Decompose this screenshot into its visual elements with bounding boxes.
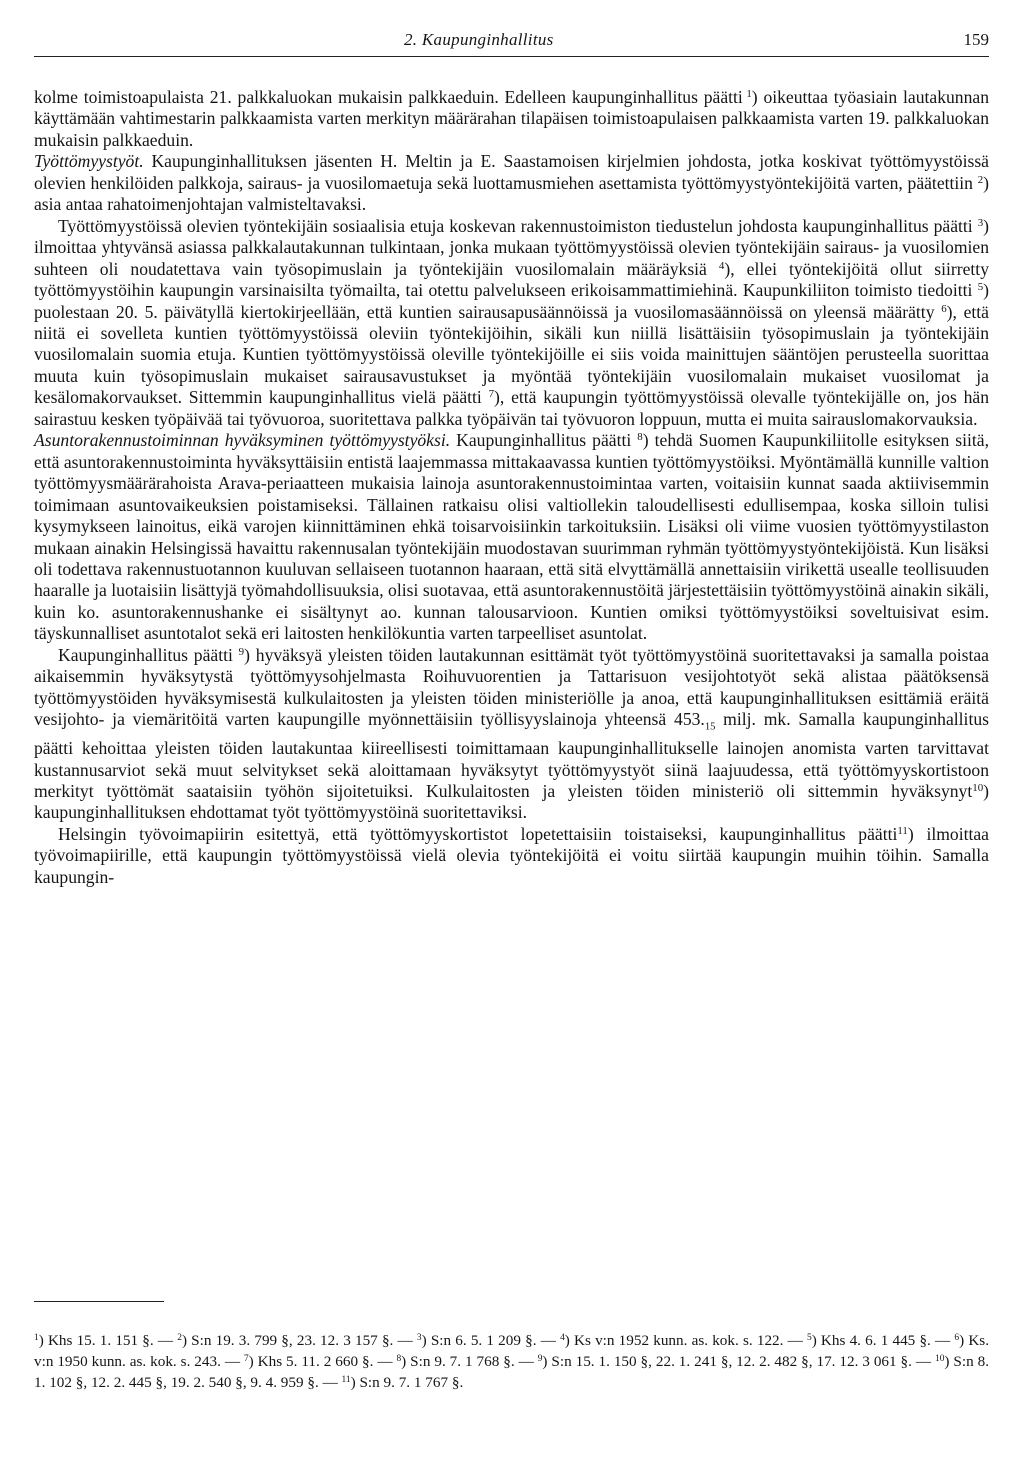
footnote-divider [34, 1301, 164, 1302]
footnote-text: ) Khs 15. 1. 151 §. — [38, 1332, 178, 1349]
text-run: ) kaupunginhallituksen ehdottamat työt työttömyystöinä suoritettaviksi. [34, 781, 989, 823]
paragraph [34, 430, 989, 645]
footnote-ref: 5 [977, 281, 984, 294]
footnote-number: 5 [806, 1332, 812, 1343]
footnote-ref: 3 [977, 216, 984, 229]
footnote-number: 3 [416, 1332, 422, 1343]
footnote-number: 1 [34, 1332, 39, 1343]
decimal-subscript: 15 [704, 721, 716, 733]
text-run: ), että kaupungin työttömyystöissä olevalle työntekijälle on, jos hän sairastuu kesken työpäivää tai työvuoroa, suoritettava palkka työpäivän tai työvuoron loppuun, mutta ei muita sairauslomakorvauksia. [34, 387, 989, 429]
footnote-list [34, 1330, 989, 1394]
body-text [34, 87, 989, 888]
footnote-text: ) Khs 5. 11. 2 660 §. — [248, 1353, 397, 1371]
text-run: Kaupunginhallitus päätti [58, 644, 233, 665]
footnote-number: 10 [935, 1354, 945, 1365]
paragraph [34, 87, 989, 151]
footnote-number: 2 [177, 1332, 182, 1343]
paragraph [34, 645, 989, 824]
footnote-text: ) Ks v:n 1952 kunn. as. kok. s. 122. — [564, 1332, 807, 1349]
footnote-number: 8 [396, 1354, 402, 1365]
footnote-text: ) S:n 19. 3. 799 §, 23. 12. 3 157 §. — [181, 1332, 417, 1349]
text-run: ) ilmoittaa työvoimapiirille, että kaupungin työttömyystöissä vielä olevia työntekijöitä ei voitu siirtää kaupungin muihin töihin. Samalla kaupungin- [34, 823, 989, 887]
page-number: 159 [963, 30, 989, 49]
topic-heading: Asuntorakennustoiminnan hyväksyminen työttömyystyöksi. [34, 430, 451, 451]
paragraph [34, 824, 989, 888]
page-header [34, 26, 989, 57]
footnote-number: 7 [243, 1354, 249, 1365]
footnote-text: ) S:n 15. 1. 150 §, 22. 1. 241 §, 12. 2. 482 §, 17. 12. 3 061 §. — [542, 1353, 936, 1371]
text-run: Työttömyystöissä olevien työntekijäin sosiaalisia etuja koskevan rakennustoimiston tiedustelun johdosta kaupunginhallitus päätti [58, 215, 973, 236]
text-run: Kaupunginhallitus päätti [450, 430, 632, 451]
text-run: milj. mk. Samalla kaupunginhallitus päätti kehoittaa yleisten töiden lautakuntaa kiireellisesti toimittamaan kaupunginhallitukselle lainojen anomista varten tarvittavat kustannusarviot sekä muut selvitykset sekä aloittamaan hyväksytyt työttömyystyöt siinä laajuudessa, että työttömyyskortistoon merkityt työttömät saataisiin työhön sijoitetuiksi. Kulkulaitosten ja yleisten töiden ministeriö oli sittemmin hyväksynyt [34, 709, 989, 802]
footnote-ref: 10 [972, 782, 984, 795]
text-run: ) oikeuttaa työasiain lautakunnan käyttämään vahtimestarin palkkaamista varten merkityn määrärahan tilapäisen toimistoapulaisen palkkaamista varten 19. palkkaluokan mukaisin palkkaeduin. [34, 87, 989, 150]
footnote-ref: 4 [718, 259, 725, 272]
text-run: ) puolestaan 20. 5. päivätyllä kiertokirjeellään, että kuntien sairausapusäännöissä ja vuosilomasäännöissä on yleensä määrätty [34, 280, 989, 322]
text-run: Kaupunginhallituksen jäsenten H. Meltin ja E. Saastamoisen kirjelmien johdosta, jotka koskivat työttömyystöissä olevien henkilöiden palkkoja, sairaus- ja vuosilomaetuja sekä luottamusmiehen asettamista työttömyystyöntekijöitä varten, päätettiin [34, 151, 989, 193]
running-title: 2. Kaupunginhallitus [404, 30, 554, 49]
footnote-number: 4 [560, 1332, 565, 1343]
footnote-text: ) S:n 9. 7. 1 767 §. [350, 1374, 464, 1392]
text-run: Helsingin työvoimapiirin esitettyä, että työttömyyskortistot lopetettaisiin toistaiseksi, kaupunginhallitus päätti [58, 823, 898, 844]
footnote-text: ) S:n 8. 1. 102 §, 12. 2. 445 §, 19. 2. 540 §, 9. 4. 959 §. — [34, 1353, 990, 1392]
topic-heading: Työttömyystyöt. [34, 151, 144, 172]
text-run: ) tehdä Suomen Kaupunkiliitolle esityksen siitä, että asuntorakennustoiminta hyväksyttäisiin entistä laajemmassa mittakaavassa kuntien työttömyystöiksi. Myöntämällä kunnille valtion työttömyysmäärärahoista Arava-periaatteen mukaisia lainoja asuntorakennustoimintaa varten, voitaisiin kunnat saada aktiivisemmin toimimaan asuntovaikeuksien poistamiseksi. Tällainen ratkaisu olisi valtiollekin taloudellisesti edullisempaa, koska silloin tulisi kysymykseen lainoitus, eikä varojen kiinnittäminen ehkä toisarvoisiinkin tarkoituksiin. Lisäksi oli viime vuosien työttömyystilaston mukaan ainakin Helsingissä havaittu rakennusalan työntekijäin muodostavan suurimman ryhmän työttömyystyöntekijöistä. Kun lisäksi oli todettava rakennustuotannon kuuluvan sellaiseen tuotannon haaraan, että sitä elvyttämällä annettaisiin virikettä usealle teollisuuden haaralle ja luotaisiin lisättyjä työmahdollisuuksia, olisi suotavaa, että asuntorakennustöitä järjestettäisiin työttömyystöinä ainakin sikäli, kuin ko. asuntorakennushanke ei sisältynyt ao. kunnan talousarvioon. Kuntien omiksi työttömyystöiksi soveltuisivat esim. täyskunnalliset asuntotalot sekä eri laitosten henkilökuntia varten tarpeelliset asuntolat. [34, 430, 989, 644]
footnote-ref: 11 [897, 824, 908, 837]
footnote-number: 6 [954, 1332, 960, 1343]
text-run: ) ilmoittaa yhtyvänsä asiassa palkkalautakunnan tulkintaan, jonka mukaan työttömyystöissä olevien työntekijäin sairaus- ja vuosilomien suhteen oli noudatettava vain työsopimuslain ja työntekijäin vuosilomalain määräyksiä [34, 215, 989, 279]
paragraph [34, 151, 989, 215]
footnotes [34, 1330, 989, 1394]
footnote-ref: 1 [746, 88, 752, 100]
footnote-ref: 9 [238, 645, 245, 658]
text-run: ) asia antaa rahatoimenjohtajan valmisteltavaksi. [34, 172, 989, 215]
paragraph [34, 216, 989, 431]
text-run: ), ellei työntekijöitä ollut siirretty työttömyystöihin kaupungin varsinaisilta työmailta, tai otettu palvelukseen erikoisammattimiehinä. Kaupunkiliiton toimisto tiedoitti [34, 258, 989, 301]
footnote-ref: 7 [488, 388, 495, 401]
footnote-ref: 8 [637, 431, 643, 444]
footnote-number: 11 [341, 1375, 351, 1386]
footnote-text: ) Ks. v:n 1950 kunn. as. kok. s. 243. — [34, 1332, 990, 1371]
text-run: kolme toimistoapulaista 21. palkkaluokan mukaisin palkkaeduin. Edelleen kaupunginhallitus päätti [34, 87, 743, 107]
footnote-text: ) S:n 9. 7. 1 768 §. — [401, 1353, 538, 1371]
footnote-ref: 2 [977, 173, 984, 186]
footnote-ref: 6 [941, 302, 947, 315]
footnote-text: ) S:n 6. 5. 1 209 §. — [421, 1332, 561, 1349]
footnote-number: 9 [537, 1354, 543, 1365]
footnote-text: ) Khs 4. 6. 1 445 §. — [811, 1332, 955, 1349]
text-run: ), että niitä ei sovelleta kuntien työttömyystöissä oleviin työntekijöihin, sikäli kun niillä lisättäisiin työsopimuslain ja työntekijäin vuosilomalain suomia etuja. Kuntien työttömyystöissä oleville työntekijöille ei siis voida mainittujen sääntöjen perusteella suorittaa muuta kuin työsopimuslain mukaiset sairausavustukset ja myöntää työntekijäin vuosilomalain mukaiset vuosilomat ja kesälomakorvaukset. Sittemmin kaupunginhallitus vielä päätti [34, 301, 989, 408]
text-run: ) hyväksyä yleisten töiden lautakunnan esittämät työt työttömyystöinä suoritettavaksi ja samalla poistaa aikaisemmin hyväksytystä työttömyysohjelmasta Roihuvuorentien ja Tattarisuon vesijohtotyöt sekä alistaa päätöksensä työttömyystöiden hyväksymisestä kulkulaitosten ja yleisten töiden ministeriölle ja anoa, että kaupunginhallituksen esittämiä eräitä vesijohto- ja viemäritöitä varten kaupungille myönnettäisiin työllisyyslainoja yhteensä 453. [34, 644, 989, 730]
